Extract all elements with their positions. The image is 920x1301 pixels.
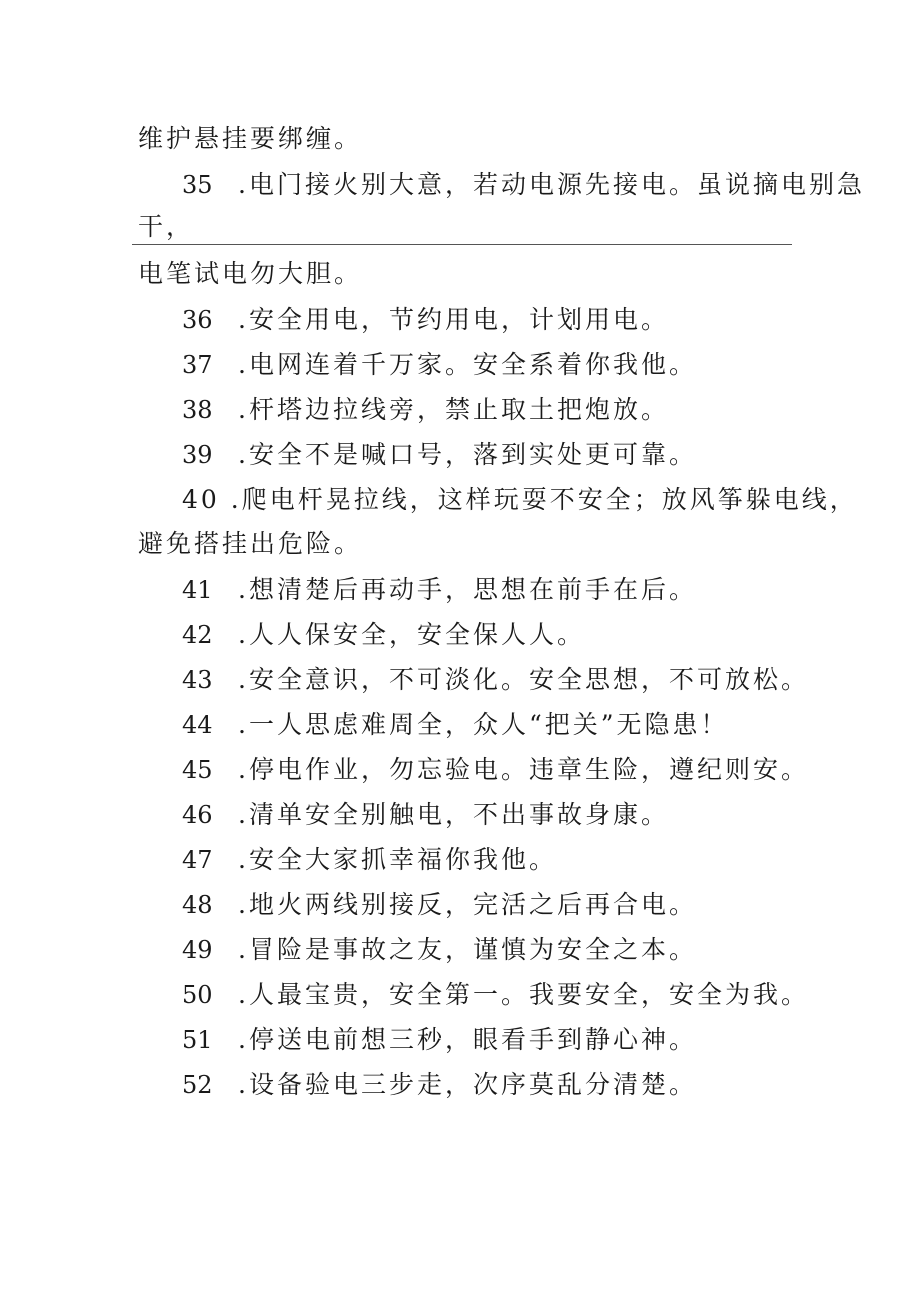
item-text: .停电作业，勿忘验电。违章生险，遵纪则安。 [238, 755, 809, 784]
item-number: 36 [182, 306, 213, 334]
item-number: 38 [182, 396, 213, 424]
item-34-continuation: 维护悬挂要绑缠。 [138, 124, 363, 153]
item-text-continuation: 干， [138, 212, 195, 241]
item-number: 42 [182, 621, 213, 649]
item-number: 39 [182, 441, 213, 469]
page-break-divider [132, 244, 792, 245]
item-text: .停送电前想三秒，眼看手到静心神。 [238, 1025, 697, 1054]
item-text: .地火两线别接反，完活之后再合电。 [238, 890, 697, 919]
item-text: .电门接火别大意，若动电源先接电。虽说摘电别急 [238, 170, 865, 199]
item-number: 46 [182, 801, 213, 829]
item-number: 43 [182, 666, 213, 694]
item-text: .冒险是事故之友，谨慎为安全之本。 [238, 935, 697, 964]
item-number: 45 [182, 756, 213, 784]
item-number: 37 [182, 351, 213, 379]
item-text: .清单安全别触电，不出事故身康。 [238, 800, 669, 829]
item-text: .安全大家抓幸福你我他。 [238, 845, 557, 874]
item-number: 51 [182, 1026, 213, 1054]
item-35-continuation: 电笔试电勿大胆。 [138, 259, 363, 288]
item-text-continuation: 避免搭挂出危险。 [138, 529, 363, 558]
item-text: .安全不是喊口号，落到实处更可靠。 [238, 440, 697, 469]
item-text: 40 .爬电杆晃拉线，这样玩耍不安全；放风筝躲电线， [182, 485, 858, 514]
item-number: 50 [182, 981, 213, 1009]
item-number: 49 [182, 936, 213, 964]
item-number: 44 [182, 711, 213, 739]
item-number: 41 [182, 576, 213, 604]
item-text: .安全意识，不可淡化。安全思想，不可放松。 [238, 665, 809, 694]
item-number: 52 [182, 1071, 213, 1099]
item-text: .杆塔边拉线旁，禁止取土把炮放。 [238, 395, 669, 424]
item-text: .安全用电，节约用电，计划用电。 [238, 305, 669, 334]
item-text: .人最宝贵，安全第一。我要安全，安全为我。 [238, 980, 809, 1009]
item-text: .一人思虑难周全，众人“把关”无隐患！ [238, 710, 729, 739]
item-number: 48 [182, 891, 213, 919]
item-number: 47 [182, 846, 213, 874]
item-text: .人人保安全，安全保人人。 [238, 620, 585, 649]
item-text: .想清楚后再动手，思想在前手在后。 [238, 575, 697, 604]
item-text: .电网连着千万家。安全系着你我他。 [238, 350, 697, 379]
item-text: .设备验电三步走，次序莫乱分清楚。 [238, 1070, 697, 1099]
item-number: 35 [182, 171, 213, 199]
